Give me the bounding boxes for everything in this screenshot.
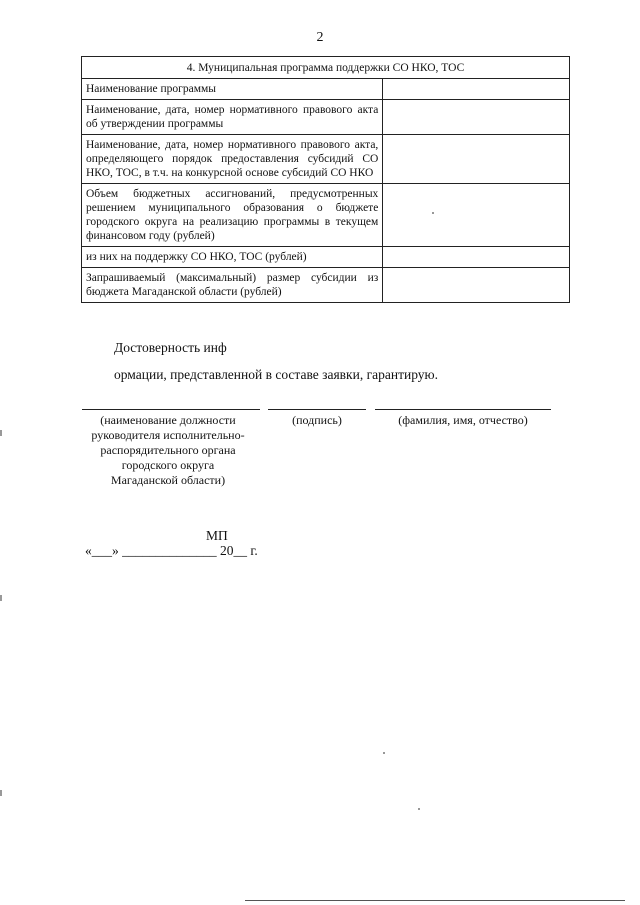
program-name-label: Наименование программы	[82, 79, 383, 100]
signature-caption: (подпись)	[292, 413, 342, 427]
position-caption-line: городского округа	[121, 458, 215, 472]
full-name-line[interactable]	[375, 409, 551, 410]
requested-subsidy-label: Запрашиваемый (максимальный) размер субсидии из бюджета Магаданской области (рублей)	[82, 268, 383, 303]
position-caption-line: Магаданской области)	[110, 473, 226, 487]
date-line[interactable]: «___» ______________ 20__ г.	[85, 543, 258, 558]
scan-speck	[383, 752, 385, 754]
page-number: 2	[316, 30, 324, 45]
position-caption-line: (наименование должности	[100, 413, 236, 427]
scan-edge-mark	[0, 790, 2, 796]
verification-statement-line1: Достоверность инф	[114, 340, 227, 355]
verification-statement-line2: ормации, представленной в составе заявки, гарантирую.	[114, 367, 438, 382]
table-header-row	[82, 57, 570, 79]
nko-support-value[interactable]	[383, 247, 570, 268]
table-row	[82, 184, 570, 247]
name-caption: (фамилия, имя, отчество)	[398, 413, 528, 427]
budget-allocation-value[interactable]	[383, 184, 570, 247]
scan-bottom-edge	[245, 900, 625, 901]
table-header: 4. Муниципальная программа поддержки СО НКО, ТОС	[82, 57, 570, 79]
table-row	[82, 247, 570, 268]
signature-line[interactable]	[268, 409, 366, 410]
position-caption-line: руководителя исполнительно-	[91, 428, 245, 442]
requested-subsidy-value[interactable]	[383, 268, 570, 303]
subsidy-procedure-act-value[interactable]	[383, 135, 570, 184]
scan-speck	[432, 212, 434, 214]
table-row	[82, 135, 570, 184]
table-row	[82, 79, 570, 100]
subsidy-procedure-act-label: Наименование, дата, номер нормативного правового акта, определяющего порядок предоставления субсидий СО НКО, ТОС, в т.ч. на конкурсной основе субсидий СО НКО	[82, 135, 383, 184]
nko-support-label: из них на поддержку СО НКО, ТОС (рублей)	[82, 247, 383, 268]
table-row	[82, 268, 570, 303]
table-row	[82, 100, 570, 135]
budget-allocation-label: Объем бюджетных ассигнований, предусмотренных решением муниципального образования о бюджете городского округа на реализацию программы в текущем финансовом году (рублей)	[82, 184, 383, 247]
stamp-place-label: МП	[206, 528, 228, 543]
scan-speck	[418, 808, 420, 810]
scan-edge-mark	[0, 595, 2, 601]
position-signature-line[interactable]	[82, 409, 260, 410]
position-caption-line: распорядительного органа	[100, 443, 236, 457]
approval-act-value[interactable]	[383, 100, 570, 135]
position-caption	[68, 413, 268, 488]
program-info-table	[81, 56, 570, 303]
program-name-value[interactable]	[383, 79, 570, 100]
scan-edge-mark	[0, 430, 2, 436]
approval-act-label: Наименование, дата, номер нормативного правового акта об утверждении программы	[82, 100, 383, 135]
